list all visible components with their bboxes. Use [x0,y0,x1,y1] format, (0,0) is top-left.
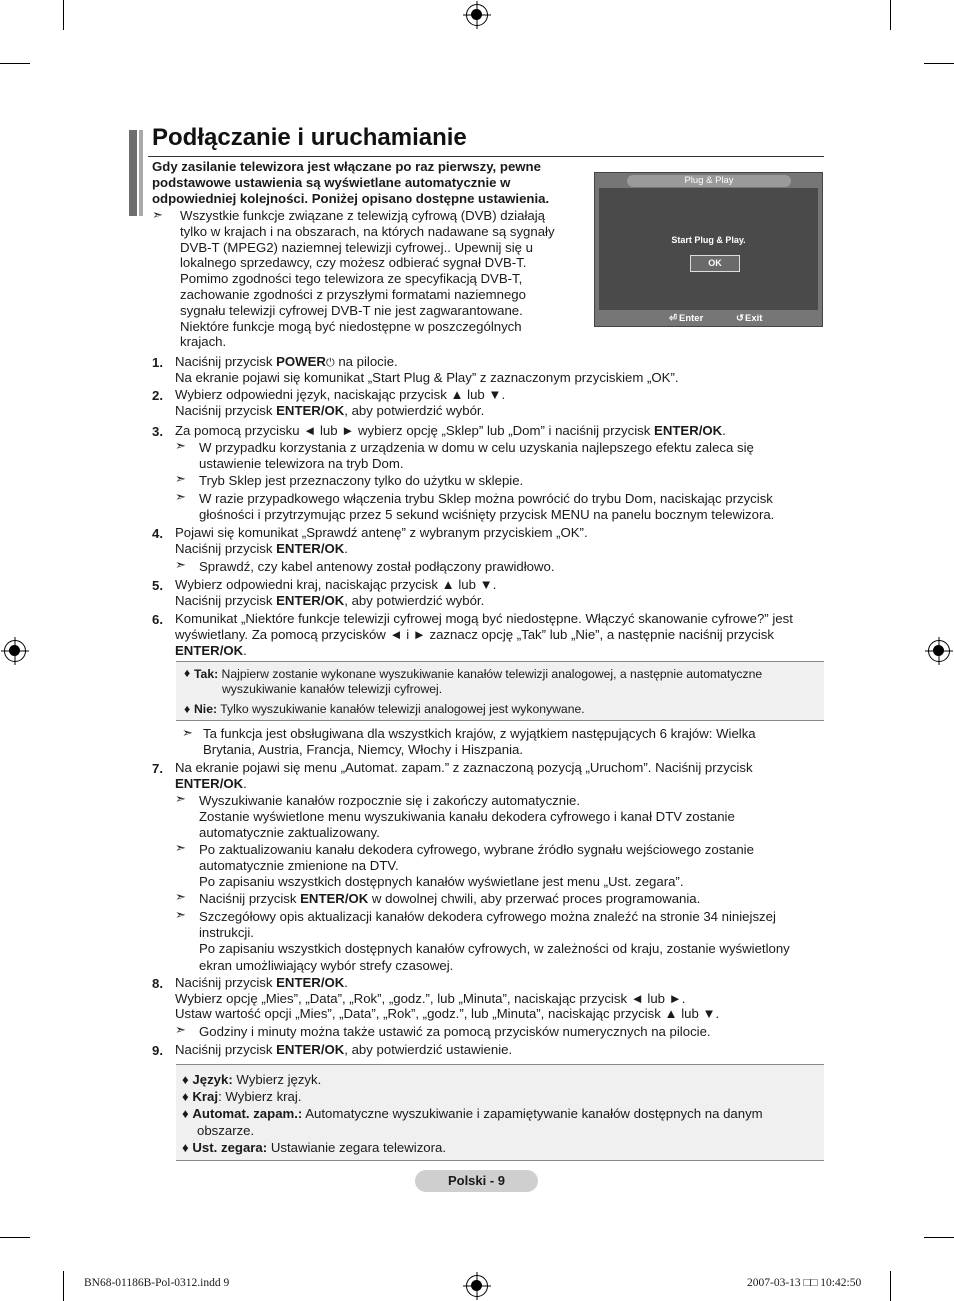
intro-line: odpowiedniej kolejności. Poniżej opisano dostępne ustawienia. [152,191,550,206]
note-line: tylko w krajach i na obszarach, na których nadawane są sygnały [180,223,555,239]
note-arrow-icon: ➣ [175,438,186,453]
registration-mark-icon [466,1275,488,1297]
text: . [243,776,247,791]
text: Naciśnij przycisk [199,891,301,906]
step-7-note [199,909,819,974]
note-line: Ta funkcja jest obsługiwana dla wszystkich krajów, z wyjątkiem następujących 6 krajów: Wielka [203,726,756,741]
note-line: DVB-T (MPEG2) naziemnej telewizji cyfrowej.. Upewnij się u [180,239,533,255]
option-nie [194,702,585,716]
crop-mark [63,0,64,30]
summary-label: Ust. zegara: [192,1140,268,1155]
button-name: ENTER/OK [300,891,369,906]
registration-mark-icon [466,4,488,26]
text: Naciśnij przycisk [175,593,277,608]
summary-list [182,1071,822,1156]
step-5-line [175,593,484,609]
note-line: Zostanie wyświetlone menu wyszukiwania kanału dekodera cyfrowego i kanał DTV zostanie [199,809,735,825]
note-line: Po zapisaniu wszystkich dostępnych kanałów cyfrowych, w zależności od kraju, zostanie wyświetlony [199,941,790,957]
note-line: Po zaktualizowaniu kanału dekodera cyfrowego, wybrane źródło sygnału wejściowego zostanie [199,842,754,857]
step-3-note [199,491,819,523]
step-8-line: Wybierz opcję „Mies”, „Data”, „Rok”, „godz.”, lub „Minuta”, naciskając przycisk ◄ lub ►. [175,991,686,1006]
summary-item [182,1139,822,1156]
note-line: krajach. [180,334,227,350]
text: Najpierw zostanie wykonane wyszukiwanie kanałów telewizji analogowej, a następnie automatyczne [221,667,763,681]
note-arrow-icon: ➣ [175,557,186,572]
tv-ok-button: OK [690,255,740,272]
note-line: W razie przypadkowego włączenia trybu Sklep można powrócić do trybu Dom, naciskając przycisk [199,491,773,506]
summary-label: Język: [192,1072,233,1087]
step-number: 5. [152,578,163,593]
text: . [722,423,726,438]
note-line: automatycznie zmienione na DTV. [199,858,399,874]
note-arrow-icon: ➣ [175,907,186,922]
button-name: ENTER/OK [654,423,723,438]
text: Naciśnij przycisk [175,1042,277,1057]
note-arrow-icon: ➣ [175,840,186,855]
button-name: POWER [276,354,326,369]
intro-text [152,159,582,207]
step-number: 6. [152,612,163,627]
title-accent-bar [139,130,143,216]
option-info-box [176,661,824,721]
note-line: Pomimo zgodności tego telewizora ze specyfikacją DVB-T, [180,271,523,287]
step-7-note [199,891,819,907]
registration-mark-icon [928,640,950,662]
text: Naciśnij przycisk [175,975,277,990]
button-name: ENTER/OK [276,403,345,418]
step-6-line [175,643,247,659]
bullet-icon: ♦ [184,702,191,716]
note-line: W przypadku korzystania z urządzenia w domu w celu uzyskania najlepszego efektu zaleca się [199,440,754,455]
text: Wybierz język. [232,1072,322,1087]
step-number: 3. [152,424,163,439]
step-8-note: Godziny i minuty można także ustawić za pomocą przycisków numerycznych na pilocie. [199,1024,711,1039]
note-line: głośności i przytrzymując przez 5 sekund wciśnięty przycisk MENU na panelu bocznym telewizora. [199,507,775,523]
crop-mark [63,1271,64,1301]
note-line: lokalnego sprzedawcy, czy możesz odbierać sygnał DVB-T. [180,255,527,271]
button-name: ENTER/OK [175,776,244,791]
step-1-line [175,354,398,371]
note-line: ekran umożliwiający wybór strefy czasowej. [199,957,454,973]
text: , aby potwierdzić wybór. [344,593,485,608]
summary-item-cont: obszarze. [197,1123,255,1138]
button-name: ENTER/OK [175,643,244,658]
step-2-line: Wybierz odpowiedni język, naciskając przycisk ▲ lub ▼. [175,387,506,402]
step-number: 8. [152,976,163,991]
crop-mark [0,1237,30,1238]
crop-mark [0,63,30,64]
step-3-note [199,440,819,472]
tv-screen-message: Start Plug & Play. [671,235,746,245]
bullet-icon: ♦ [182,1089,189,1104]
tv-screen-header: Plug & Play [627,175,791,187]
step-4-line [175,541,348,557]
button-name: ENTER/OK [276,541,345,556]
note-arrow-icon: ➣ [175,791,186,806]
footer-timestamp: 2007-03-13 □□ 10:42:50 [747,1277,862,1289]
step-2-line [175,403,484,419]
note-line: instrukcji. [199,925,254,941]
note-line: Wszystkie funkcje związane z telewizją cyfrową (DVB) działają [180,208,545,223]
text: na pilocie. [334,354,398,369]
step-7-note [199,793,819,842]
button-name: ENTER/OK [276,975,345,990]
text: Naciśnij przycisk [175,354,277,369]
title-accent-bar [129,130,137,216]
step-6-note [203,726,823,758]
step-number: 2. [152,388,163,403]
option-label: Nie: [194,702,218,716]
step-3-line [175,423,726,439]
step-7-note [199,842,819,891]
text: Ustawianie zegara telewizora. [267,1140,447,1155]
intro-line: Gdy zasilanie telewizora jest włączane po raz pierwszy, pewne [152,159,541,174]
note-line: Niektóre funkcje mogą być niedostępne w poszczególnych [180,318,522,334]
button-name: ENTER/OK [276,1042,345,1057]
step-9-line [175,1042,512,1058]
summary-item [182,1088,822,1105]
note-arrow-icon: ➣ [152,207,163,222]
enter-icon: ⏎ [669,313,677,324]
page-number-badge: Polski - 9 [415,1170,538,1192]
note-arrow-icon: ➣ [182,725,193,740]
text: w dowolnej chwili, aby przerwać proces programowania. [368,891,701,906]
summary-box [176,1064,824,1161]
note-line: Wyszukiwanie kanałów rozpocznie się i zakończy automatycznie. [199,793,581,808]
text: . [344,541,348,556]
step-4-note: Sprawdź, czy kabel antenowy został podłączony prawidłowo. [199,559,555,574]
note-arrow-icon: ➣ [175,1022,186,1037]
text: Automatyczne wyszukiwanie i zapamiętywanie kanałów dostępnych na danym [302,1106,763,1121]
step-8-line: Ustaw wartość opcji „Mies”, „Data”, „Rok”, „godz.”, lub „Minuta”, naciskając przycisk ▲ lub ▼. [175,1006,720,1021]
step-4-line: Pojawi się komunikat „Sprawdź antenę” z wybranym przyciskiem „OK”. [175,525,588,540]
note-line: Szczegółowy opis aktualizacji kanałów dekodera cyfrowego można znaleźć na stronie 34 niniejszej [199,909,776,924]
note-arrow-icon: ➣ [175,471,186,486]
power-icon: ⏻ [325,357,335,369]
crop-mark [924,1237,954,1238]
step-7-line: Na ekranie pojawi się menu „Automat. zapam.” z zaznaczoną pozycją „Uruchom”. Naciśnij przycisk [175,760,753,775]
text: , aby potwierdzić wybór. [344,403,485,418]
tv-screen-panel [599,188,818,310]
text: , aby potwierdzić ustawienie. [344,1042,513,1057]
note-line: zachowanie zgodności z przyszłymi formatami naziemnego [180,286,526,302]
page-title: Podłączanie i uruchamianie [152,124,467,151]
note-line: Po zapisaniu wszystkich dostępnych kanałów wyświetlane jest menu „Ust. zegara”. [199,874,684,890]
tv-screen-illustration [594,172,823,327]
option-tak-cont: wyszukiwanie kanałów telewizji cyfrowej. [222,682,443,696]
crop-mark [924,63,954,64]
step-number: 1. [152,355,163,370]
option-tak [194,666,762,682]
text: . [344,975,348,990]
step-3-note: Tryb Sklep jest przeznaczony tylko do użytku w sklepie. [199,473,524,488]
bullet-icon: ♦ [182,1072,189,1087]
step-8-line [175,975,348,991]
summary-label: Automat. zapam.: [192,1106,303,1121]
step-1-line: Na ekranie pojawi się komunikat „Start Plug & Play” z zaznaczonym przyciskiem „OK”. [175,370,679,385]
text: . [243,643,247,658]
note-line: automatycznie zaktualizowany. [199,825,380,841]
step-6-line: Komunikat „Niektóre funkcje telewizji cyfrowej mogą być niedostępne. Włączyć skanowanie cyfrowe?” jest [175,611,793,626]
text: Za pomocą przycisku ◄ lub ► wybierz opcję „Sklep” lub „Dom” i naciśnij przycisk [175,423,655,438]
step-number: 4. [152,526,163,541]
text: : Wybierz kraj. [218,1089,302,1104]
tv-enter-label: Enter [679,313,704,324]
title-divider [148,156,824,157]
button-name: ENTER/OK [276,593,345,608]
text: Naciśnij przycisk [175,403,277,418]
summary-label: Kraj [192,1089,219,1104]
bullet-icon: ♦ [182,1106,189,1121]
registration-mark-icon [4,640,26,662]
step-6-line: wyświetlany. Za pomocą przycisków ◄ i ► zaznacz opcję „Tak” lub „Nie”, a następnie naciśnij przycisk [175,627,774,642]
bullet-icon: ♦ [182,1140,189,1155]
bullet-icon: ♦ [184,666,191,680]
summary-item [182,1105,822,1122]
note-line: Brytania, Austria, Francja, Niemcy, Włochy i Hiszpania. [203,742,524,758]
text: Naciśnij przycisk [175,541,277,556]
return-icon: ↺ [736,313,744,324]
note-line: sygnału telewizji cyfrowej DVB-T nie jest zagwarantowane. [180,302,523,318]
intro-line: podstawowe ustawienia są wyświetlane automatycznie w [152,175,511,190]
text: Tylko wyszukiwanie kanałów telewizji analogowej jest wykonywane. [220,702,585,716]
note-arrow-icon: ➣ [175,889,186,904]
step-number: 9. [152,1043,163,1058]
intro-note [180,208,590,350]
step-5-line: Wybierz odpowiedni kraj, naciskając przycisk ▲ lub ▼. [175,577,497,592]
footer-filename: BN68-01186B-Pol-0312.indd 9 [84,1277,230,1289]
crop-mark [890,1271,891,1301]
crop-mark [890,0,891,30]
step-7-line [175,776,247,792]
note-line: ustawienie telewizora na tryb Dom. [199,456,404,472]
summary-item [182,1071,822,1088]
note-arrow-icon: ➣ [175,489,186,504]
tv-screen-footer [599,313,818,325]
step-number: 7. [152,761,163,776]
option-label: Tak: [194,667,219,681]
tv-exit-label: Exit [745,313,763,324]
